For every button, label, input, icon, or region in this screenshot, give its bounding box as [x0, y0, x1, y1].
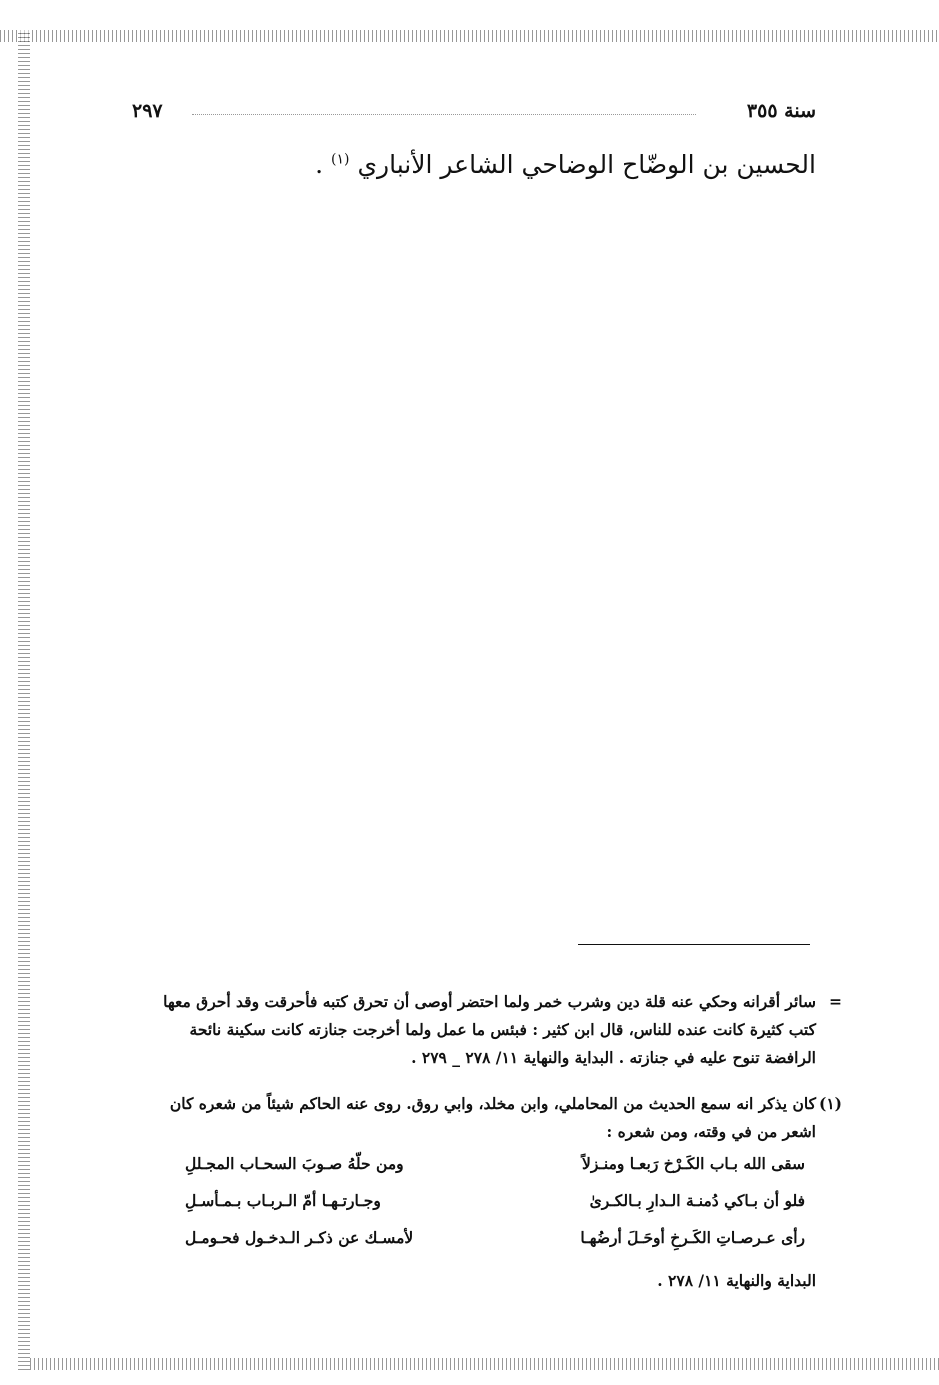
- footnote-continuation: [81, 988, 842, 1072]
- footnote-line: كان يذكر انه سمع الحديث من المحاملي، وابن مخلد، وابي روق. روى عنه الحاكم شيئاً من شعره كان: [169, 1094, 816, 1113]
- footnote-line: الرافضة تنوح عليه في جنازته . البداية والنهاية ١١/ ٢٧٨ _ ٢٧٩ .: [411, 1048, 816, 1067]
- entry-end: .: [315, 150, 324, 179]
- poem-verses: [185, 1154, 805, 1265]
- footnote-line: اشعر من في وقته، ومن شعره :: [606, 1122, 816, 1141]
- footnote-line: كتب كثيرة كانت عنده للناس، قال ابن كثير : فبئس ما عمل ولما أخرجت جنازته كانت سكينة نائحة: [189, 1020, 816, 1039]
- book-page: [40, 50, 920, 1350]
- verse-second-hemistich: ومن حلّهُ صـوبَ السحـاب المجـللِ: [185, 1154, 404, 1173]
- header-leader: [192, 114, 696, 115]
- page-border-left: [18, 30, 30, 1370]
- verse-line: [185, 1191, 805, 1228]
- footnote-1: [81, 1090, 842, 1146]
- page-border-top: [0, 30, 939, 42]
- page-border-bottom: [30, 1358, 939, 1370]
- verse-second-hemistich: وجـارتـهـا أمّ الـربـاب بـمـأسـلِ: [185, 1191, 381, 1210]
- verse-first-hemistich: سقى الله بـاب الكَـرْخ رَبعـا ومنـزلاً: [582, 1154, 805, 1173]
- verse-first-hemistich: رأى عـرصـاتِ الكَـرخِ أوحَـلَ أرضُهـا: [580, 1228, 805, 1247]
- footnote-separator: [578, 944, 810, 945]
- running-header: [132, 100, 816, 124]
- footnote-1-mark: (١): [818, 1094, 842, 1113]
- verse-first-hemistich: فلو أن بـاكي دُمنـة الـدارِ بـالكـرىٰ: [589, 1191, 805, 1210]
- footnote-line: سائر أقرانه وحكي عنه قلة دين وشرب خمر ولما احتضر أوصى أن تحرق كتبه فأحرقت وقد أحرق معها: [163, 992, 816, 1011]
- verse-second-hemistich: لأمسـك عن ذكـر الـدخـول فحـومـل: [185, 1228, 414, 1247]
- verse-line: [185, 1228, 805, 1265]
- verse-line: [185, 1154, 805, 1191]
- page-number: ٢٩٧: [132, 100, 163, 122]
- footnote-reference: (١): [331, 151, 350, 168]
- biography-entry: [315, 150, 816, 179]
- continuation-mark: =: [829, 992, 842, 1011]
- footnote-source: البداية والنهاية ١١/ ٢٧٨ .: [657, 1271, 816, 1290]
- entry-text: الحسين بن الوضّاح الوضاحي الشاعر الأنباري: [357, 150, 816, 179]
- header-year: سنة ٣٥٥: [746, 100, 816, 122]
